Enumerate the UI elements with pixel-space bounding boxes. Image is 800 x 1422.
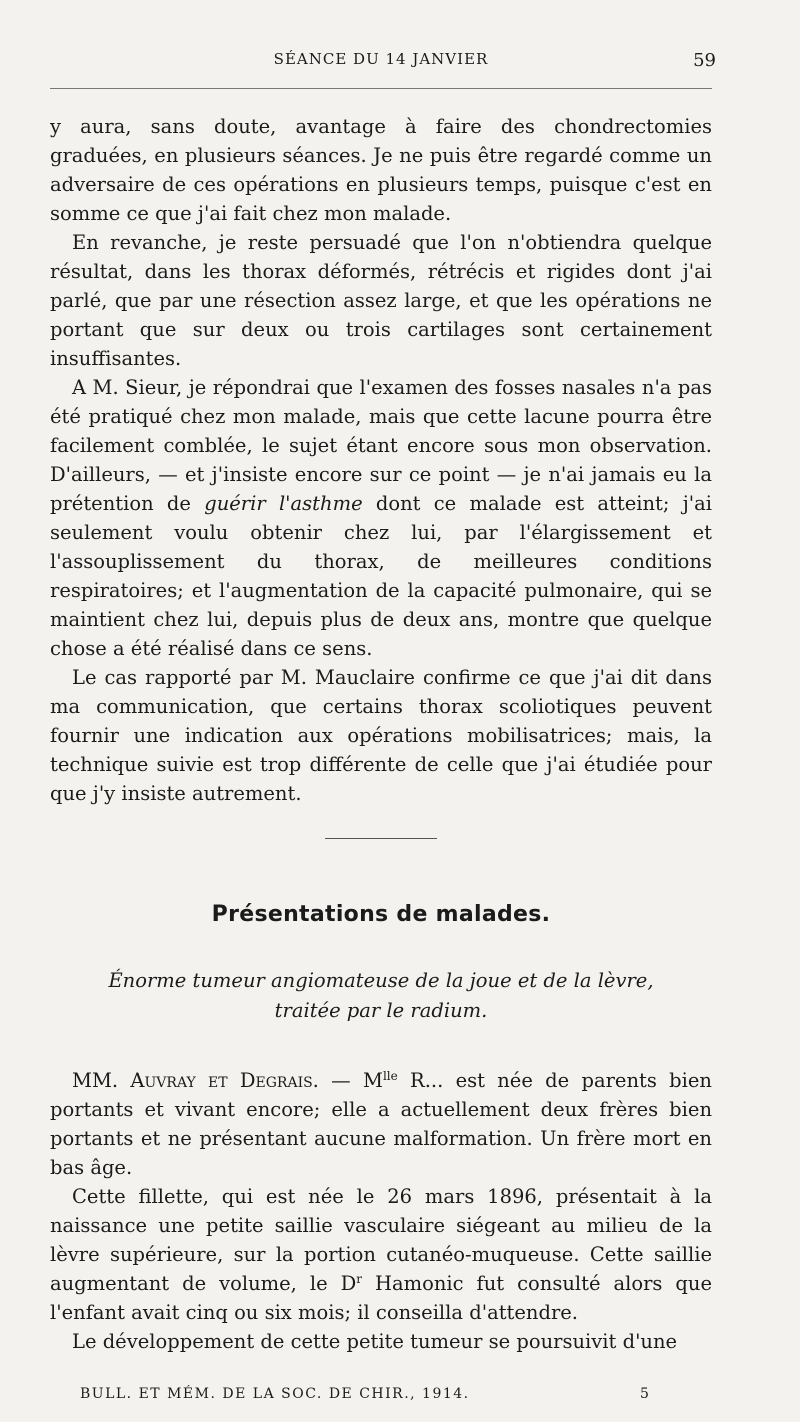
signature-mark: 5 xyxy=(640,1386,651,1402)
running-header xyxy=(50,50,716,71)
paragraph: En revanche, je reste persuadé que l'on n'obtiendra quelque résultat, dans les thorax déformés, rétrécis et rigides dont j'ai parlé, que par une résection assez large, et que les opérations ne portant que sur deux ou trois cartilages sont certainement insuffisantes. xyxy=(50,231,712,370)
paragraph xyxy=(50,373,712,663)
paragraph-text: Hamonic fut consulté alors que l'enfant avait cinq ou six mois; il conseilla d'attendre. xyxy=(50,1272,712,1324)
footer-citation: BULL. ET MÉM. DE LA SOC. DE CHIR., 1914. xyxy=(80,1386,470,1402)
page-footer xyxy=(80,1386,680,1402)
section-title: Présentations de malades. xyxy=(211,902,551,927)
body-block-1 xyxy=(50,112,712,808)
superscript: r xyxy=(356,1272,362,1286)
header-rule xyxy=(50,88,712,89)
italic-phrase: guérir l'asthme xyxy=(204,492,363,515)
body-block-2 xyxy=(50,1066,712,1356)
page-number: 59 xyxy=(693,50,716,71)
superscript: lle xyxy=(382,1069,398,1083)
paragraph-text: R... est née de parents bien portants et vivant encore; elle a actuellement deux frères bien portants et ne présentant aucune malformation. Un frère mort en bas âge. xyxy=(50,1069,712,1179)
paragraph-text: A M. Sieur, je répondrai que l'examen des fosses nasales n'a pas été pratiqué chez mon malade, mais que cette lacune pourra être facilement comblée, le sujet étant encore sous mon observation. D'ailleurs, — et j'insiste encore sur ce point — je n'ai jamais eu la prétention de xyxy=(50,376,712,515)
paragraph: Le cas rapporté par M. Mauclaire confirme ce que j'ai dit dans ma communication, que certains thorax scoliotiques peuvent fournir une indication aux opérations mobilisatrices; mais, la technique suivie est trop différente de celle que j'ai étudiée pour que j'y insiste autrement. xyxy=(50,666,712,805)
paragraph-text: Cette fillette, qui est née le 26 mars 1896, présentait à la naissance une petite saillie vasculaire siégeant au milieu de la lèvre supérieure, sur la portion cutanéo-muqueuse. Cette saillie augmentant de volume, le D xyxy=(50,1185,712,1295)
subtitle-line: Énorme tumeur angiomateuse de la joue et de la lèvre, xyxy=(108,969,654,992)
section-separator xyxy=(325,838,437,839)
subtitle-line: traitée par le radium. xyxy=(274,999,488,1022)
article-subtitle xyxy=(50,966,712,1026)
paragraph-text: — M xyxy=(318,1069,383,1092)
paragraph: y aura, sans doute, avantage à faire des chondrectomies graduées, en plusieurs séances. Je ne puis être regardé comme un adversaire de ces opérations en plusieurs temps, puisque c'est en somme ce que j'ai fait chez mon malade. xyxy=(50,115,712,225)
paragraph xyxy=(50,1182,712,1327)
paragraph: Le développement de cette petite tumeur se poursuivit d'une xyxy=(72,1330,678,1353)
running-title: SÉANCE DU 14 JANVIER xyxy=(273,50,489,68)
authors: MM. Auvray et Degrais. xyxy=(72,1069,319,1092)
paragraph-text: dont ce malade est atteint; j'ai seulement voulu obtenir chez lui, par l'élargissement et l'assouplissement du thorax, de meilleures conditions respiratoires; et l'augmentation de la capacité pulmonaire, qui se maintient chez lui, depuis plus de deux ans, montre que quelque chose a été réalisé dans ce sens. xyxy=(50,492,712,660)
paragraph xyxy=(50,1066,712,1182)
